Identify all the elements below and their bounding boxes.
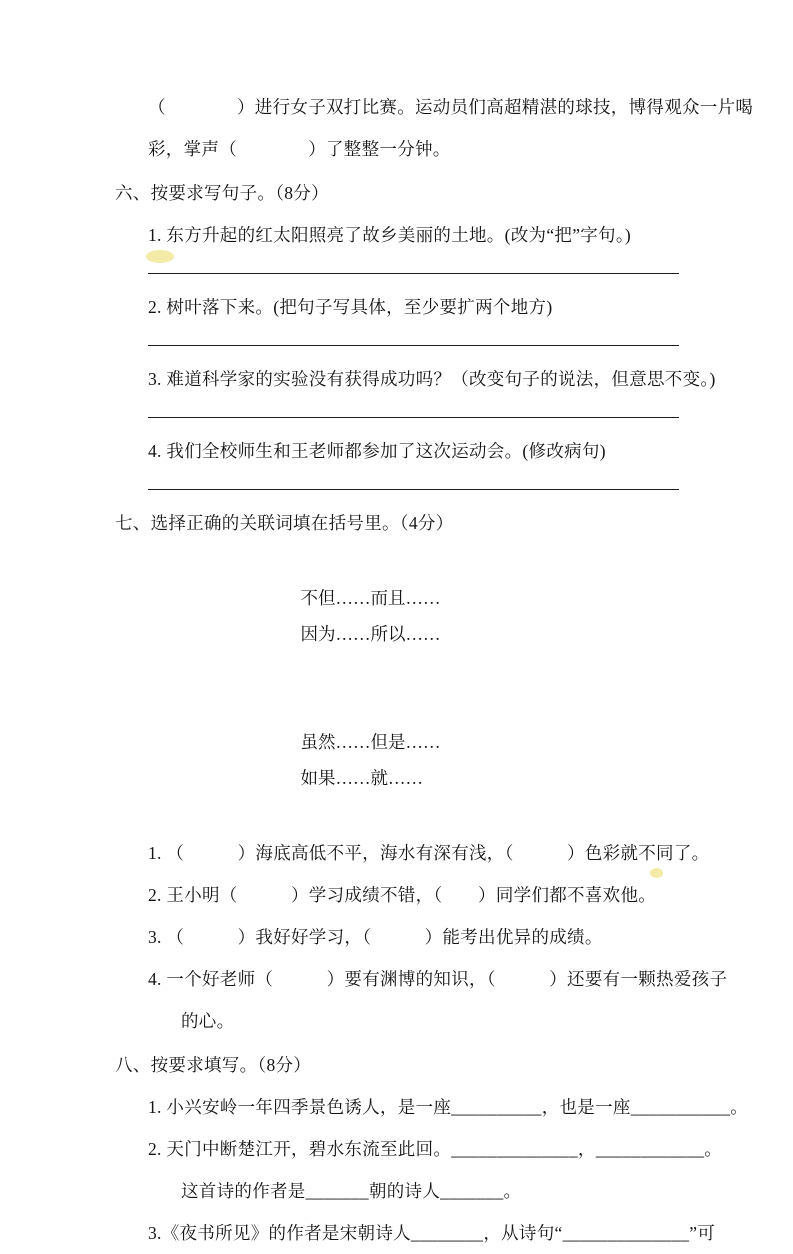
section8-question-1: 1. 小兴安岭一年四季景色诱人，是一座__________，也是一座___________。 xyxy=(148,1097,749,1117)
section7-question-4: 4. 一个好老师（ ）要有渊博的知识，（ ）还要有一颗热爱孩子 xyxy=(148,969,728,989)
section7-question-4-continuation: 的心。 xyxy=(181,1011,235,1031)
answer-line xyxy=(148,400,679,418)
word-bank-entry: 如果……就…… xyxy=(300,768,423,788)
section6-question-1: 1. 东方升起的红太阳照亮了故乡美丽的土地。(改为“把”字句。) xyxy=(148,225,632,245)
section7-heading: 七、选择正确的关联词填在括号里。（4分） xyxy=(115,513,454,533)
word-bank-entry: 不但……而且…… xyxy=(300,588,441,608)
section8-question-2-continuation: 这首诗的作者是_______朝的诗人_______。 xyxy=(181,1181,522,1201)
section6-heading: 六、按要求写句子。（8分） xyxy=(115,183,329,203)
word-bank-row xyxy=(283,688,793,832)
section7-question-2: 2. 王小明（ ）学习成绩不错，（ ）同学们都不喜欢他。 xyxy=(148,885,657,905)
carryover-line-1: （ ）进行女子双打比赛。运动员们高超精湛的球技，博得观众一片喝 xyxy=(148,97,754,117)
answer-line xyxy=(148,256,679,274)
word-bank-entry: 虽然……但是…… xyxy=(300,732,441,752)
answer-line xyxy=(148,328,679,346)
word-bank-row xyxy=(283,544,793,688)
section6-question-2: 2. 树叶落下来。(把句子写具体，至少要扩两个地方) xyxy=(148,297,553,317)
section7-question-1: 1. （ ）海底高低不平，海水有深有浅，（ ）色彩就不同了。 xyxy=(148,843,710,863)
section6-question-3: 3. 难道科学家的实验没有获得成功吗？（改变句子的说法，但意思不变。) xyxy=(148,369,716,389)
section8-heading: 八、按要求填写。（8分） xyxy=(115,1055,312,1075)
section8-question-2: 2. 天门中断楚江开，碧水东流至此回。______________，____________。 xyxy=(148,1139,723,1159)
section6-question-4: 4. 我们全校师生和王老师都参加了这次运动会。(修改病句) xyxy=(148,441,606,461)
section8-question-3: 3.《夜书所见》的作者是宋朝诗人________，从诗句“______________”可 xyxy=(148,1223,716,1243)
section7-question-3: 3. （ ）我好好学习，（ ）能考出优异的成绩。 xyxy=(148,927,603,947)
carryover-line-2: 彩，掌声（ ）了整整一分钟。 xyxy=(148,139,451,159)
word-bank-entry: 因为……所以…… xyxy=(300,624,441,644)
answer-line xyxy=(148,472,679,490)
